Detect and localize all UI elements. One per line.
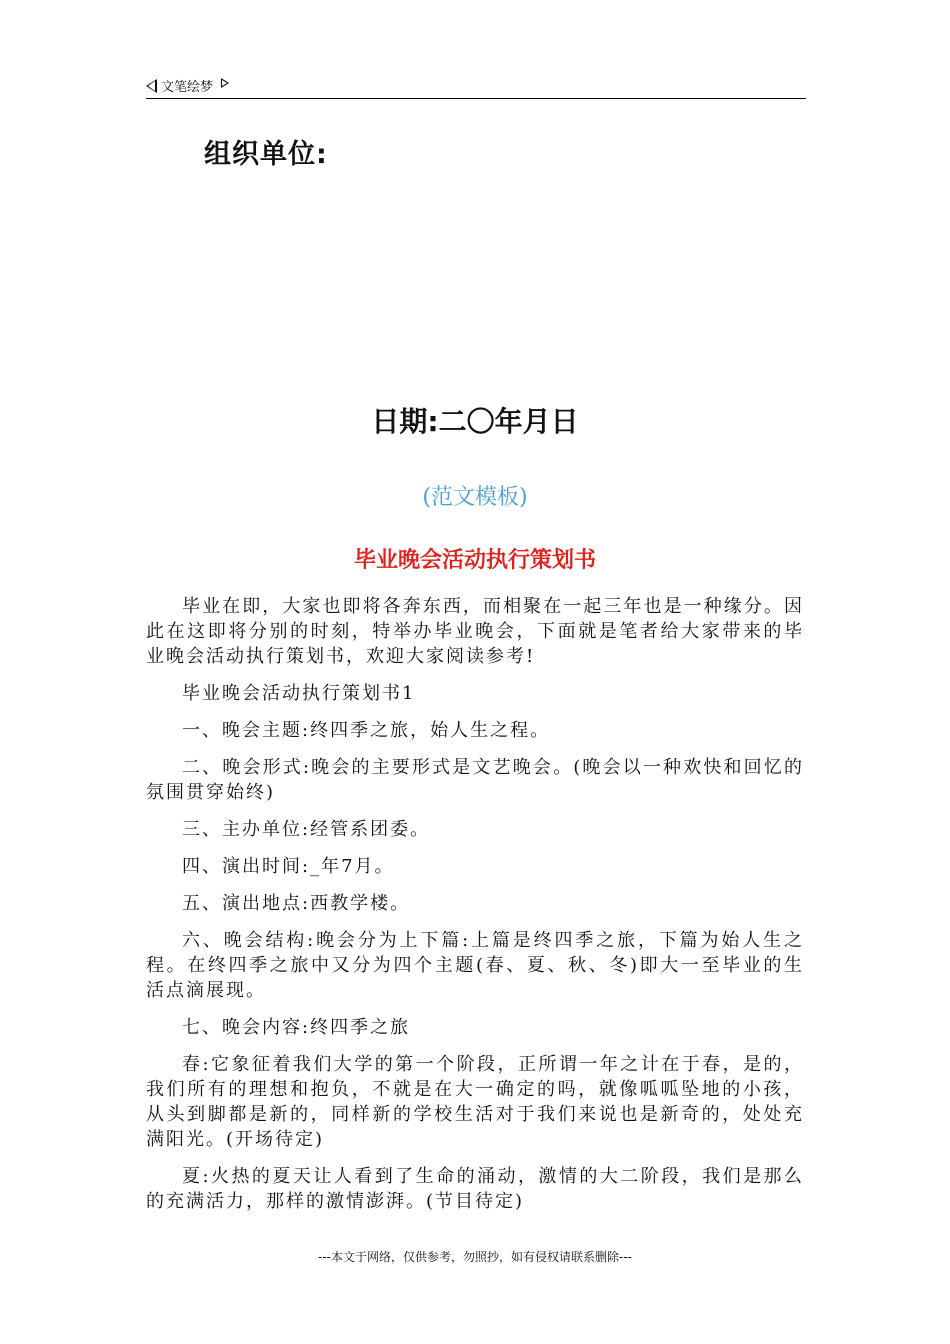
document-body <box>146 594 804 1226</box>
brand-label: 文笔绘梦 <box>161 80 214 95</box>
paragraph: 四、演出时间:_年7月。 <box>182 856 395 877</box>
paragraph: 毕业晚会活动执行策划书1 <box>182 683 416 704</box>
document-title: 毕业晚会活动执行策划书 <box>353 548 596 573</box>
page-header <box>146 72 806 99</box>
paragraph: 一、晚会主题:终四季之旅，始人生之程。 <box>182 720 551 741</box>
paragraph: 春:它象征着我们大学的第一个阶段，正所谓一年之计在于春，是的，我们所有的理想和抱负，不就是在大一确定的吗，就像呱呱坠地的小孩，从头到脚都是新的，同样新的学校生活对于我们来说也是新奇的，处处充满阳光。(开场待定) <box>146 1054 804 1150</box>
paragraph: 夏:火热的夏天让人看到了生命的涌动，激情的大二阶段，我们是那么的充满活力，那样的激情澎湃。(节目待定) <box>146 1166 804 1212</box>
org-label: 组织单位: <box>204 139 328 170</box>
triangle-left-icon <box>146 79 157 93</box>
paragraph: 二、晚会形式:晚会的主要形式是文艺晚会。(晚会以一种欢快和回忆的氛围贯穿始终) <box>146 757 804 803</box>
paragraph: 六、晚会结构:晚会分为上下篇:上篇是终四季之旅，下篇为始人生之程。在终四季之旅中又分为四个主题(春、夏、秋、冬)即大一至毕业的生活点滴展现。 <box>146 930 804 1001</box>
paragraph: 五、演出地点:西教学楼。 <box>182 893 411 914</box>
triangle-right-icon <box>221 78 229 88</box>
page-footer: ---本文于网络，仅供参考，勿照抄，如有侵权请联系删除--- <box>318 1250 632 1264</box>
date-line: 日期:二〇年月日 <box>371 405 579 438</box>
paragraph: 毕业在即，大家也即将各奔东西，而相聚在一起三年也是一种缘分。因此在这即将分别的时刻，特举办毕业晚会，下面就是笔者给大家带来的毕业晚会活动执行策划书，欢迎大家阅读参考! <box>146 596 804 667</box>
paragraph: 七、晚会内容:终四季之旅 <box>182 1017 411 1038</box>
paragraph: 三、主办单位:经管系团委。 <box>182 819 431 840</box>
header-brand <box>146 76 229 95</box>
template-tag: (范文模板) <box>422 485 528 510</box>
